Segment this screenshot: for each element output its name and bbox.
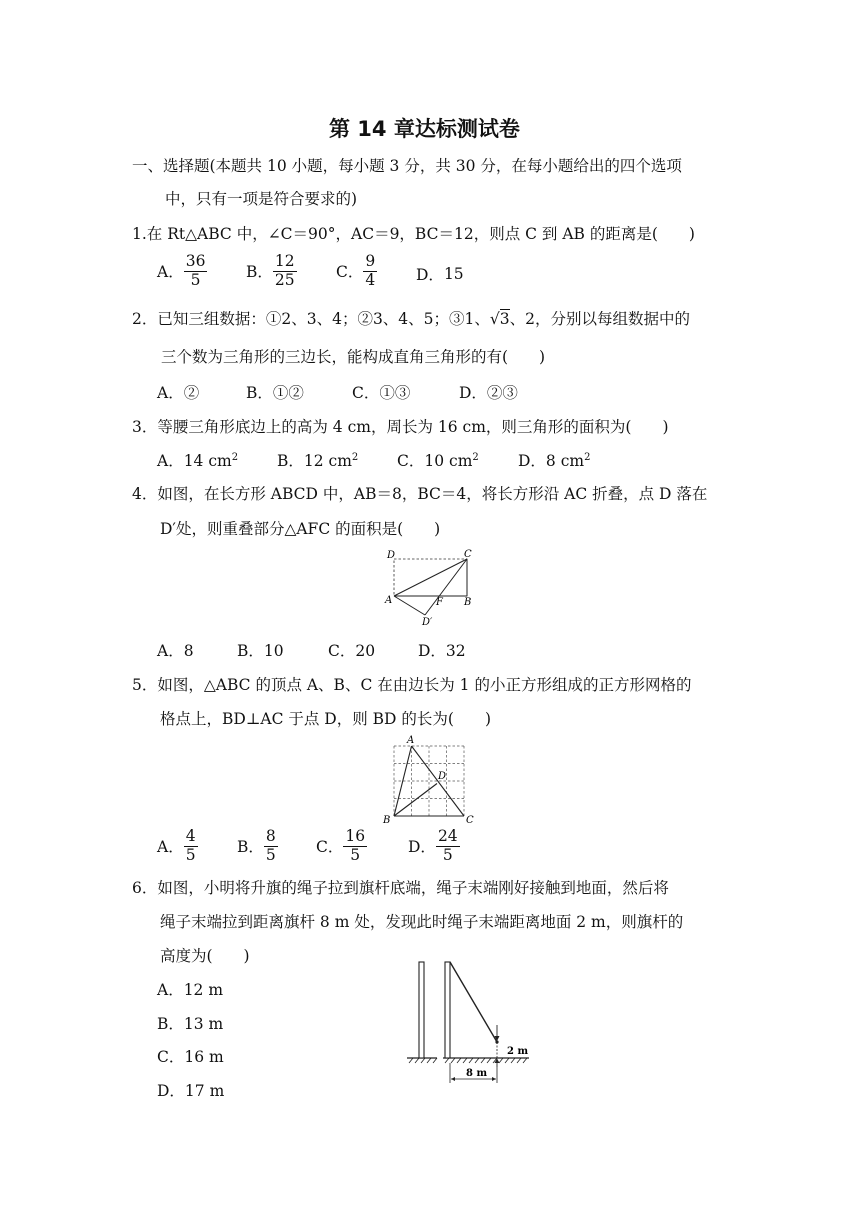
q6-option-b[interactable]: B．13 m bbox=[157, 1015, 224, 1033]
numerator: 16 bbox=[345, 827, 366, 845]
numerator: 9 bbox=[365, 252, 376, 270]
fraction bbox=[184, 253, 208, 290]
fraction bbox=[184, 828, 198, 865]
q4-rectangle-fold-figure bbox=[380, 547, 480, 629]
fraction bbox=[264, 828, 278, 865]
page-title: 第 14 章达标测试卷 bbox=[329, 117, 520, 141]
option-text: C．10 cm bbox=[397, 452, 473, 471]
question-1-stem: 1.在 Rt△ABC 中，∠C＝90°，AC＝9，BC＝12，则点 C 到 AB 的距离是( ) bbox=[132, 225, 695, 243]
label-c: C bbox=[466, 815, 474, 824]
label-d: D bbox=[387, 550, 396, 561]
question-4-line1: 4．如图，在长方形 ABCD 中，AB＝8，BC＝4，将长方形沿 AC 折叠，点 D 落在 bbox=[132, 485, 708, 503]
dimension-arrow-right-icon bbox=[492, 1077, 496, 1081]
q4-option-d[interactable]: D．32 bbox=[418, 642, 466, 660]
superscript: 2 bbox=[231, 452, 239, 463]
denominator: 4 bbox=[365, 270, 376, 289]
q3-option-c[interactable] bbox=[397, 452, 479, 471]
superscript: 2 bbox=[351, 452, 359, 463]
superscript: 2 bbox=[472, 452, 479, 463]
label-8m: 8 m bbox=[466, 1068, 488, 1079]
q1-option-d[interactable] bbox=[416, 263, 464, 285]
option-text: D．8 cm bbox=[518, 452, 585, 471]
q1-option-c[interactable] bbox=[336, 253, 377, 290]
option-label: B． bbox=[237, 838, 264, 857]
option-label: A． bbox=[157, 838, 184, 857]
question-4-line2: D′处，则重叠部分△AFC 的面积是( ) bbox=[160, 520, 441, 538]
fraction bbox=[436, 828, 460, 865]
section-heading-line2: 中，只有一项是符合要求的) bbox=[165, 190, 358, 208]
q2-option-d[interactable]: D．②③ bbox=[459, 384, 518, 402]
question-2-stem bbox=[132, 310, 690, 329]
numerator: 4 bbox=[185, 827, 196, 845]
q3-option-a[interactable] bbox=[157, 452, 238, 471]
denominator: 5 bbox=[190, 270, 201, 289]
q5-option-a[interactable] bbox=[157, 828, 198, 865]
q2-option-b[interactable]: B．①② bbox=[246, 384, 304, 402]
label-f: F bbox=[436, 597, 443, 608]
label-c: C bbox=[464, 549, 472, 560]
q2-option-c[interactable]: C．①③ bbox=[352, 384, 411, 402]
label-a: A bbox=[407, 735, 415, 746]
label-d: D bbox=[438, 771, 447, 782]
question-3-stem: 3．等腰三角形底边上的高为 4 cm，周长为 16 cm，则三角形的面积为( ) bbox=[132, 418, 669, 436]
q3-option-b[interactable] bbox=[277, 452, 358, 471]
q5-grid-figure bbox=[380, 732, 480, 824]
question-6-line1: 6．如图，小明将升旗的绳子拉到旗杆底端，绳子末端刚好接触到地面，然后将 bbox=[132, 879, 669, 897]
option-text: A．14 cm bbox=[157, 452, 232, 471]
ground-hatching bbox=[409, 1058, 527, 1063]
label-b: B bbox=[383, 815, 391, 824]
label-d-prime: D′ bbox=[422, 617, 433, 628]
sqrt-radical-icon: √ bbox=[489, 310, 500, 328]
fraction bbox=[273, 253, 297, 290]
option-label: C． bbox=[336, 263, 364, 282]
left-pole bbox=[419, 962, 424, 1058]
segment-cd-prime bbox=[425, 559, 467, 615]
denominator: 5 bbox=[265, 845, 276, 864]
fraction bbox=[343, 828, 367, 865]
option-label: D． bbox=[416, 266, 444, 284]
q1-option-a[interactable] bbox=[157, 253, 207, 290]
question-2-line2: 三个数为三角形的三边长，能构成直角三角形的有( ) bbox=[161, 348, 546, 366]
denominator: 5 bbox=[442, 845, 453, 864]
q1-option-b[interactable] bbox=[246, 253, 297, 290]
option-label: C． bbox=[316, 838, 344, 857]
q3-option-d[interactable] bbox=[518, 452, 590, 471]
q6-option-c[interactable]: C．16 m bbox=[157, 1048, 224, 1066]
segment-ad-prime bbox=[394, 596, 425, 615]
q2-option-a[interactable]: A．② bbox=[157, 384, 200, 402]
superscript: 2 bbox=[584, 452, 591, 463]
sqrt-radicand: 3 bbox=[499, 310, 510, 328]
q2-stem-part1: 2．已知三组数据：①2、3、4；②3、4、5；③1、 bbox=[132, 310, 490, 328]
q6-flagpole-figure bbox=[405, 955, 545, 1085]
flagpole bbox=[445, 962, 450, 1058]
q4-option-a[interactable]: A．8 bbox=[157, 642, 194, 660]
q6-option-a[interactable]: A．12 m bbox=[157, 981, 224, 999]
question-5-line2: 格点上，BD⊥AC 于点 D，则 BD 的长为( ) bbox=[160, 710, 491, 728]
section-heading-line1: 一、选择题(本题共 10 小题，每小题 3 分，共 30 分，在每小题给出的四个选项 bbox=[132, 157, 682, 175]
q5-option-b[interactable] bbox=[237, 828, 278, 865]
denominator: 25 bbox=[274, 270, 295, 289]
q4-option-b[interactable]: B．10 bbox=[237, 642, 284, 660]
question-6-line3: 高度为( ) bbox=[160, 947, 250, 965]
question-6-line2: 绳子末端拉到距离旗杆 8 m 处，发现此时绳子末端距离地面 2 m，则旗杆的 bbox=[160, 913, 684, 931]
numerator: 36 bbox=[185, 252, 206, 270]
numerator: 8 bbox=[265, 827, 276, 845]
option-label: D． bbox=[408, 838, 436, 857]
fraction bbox=[363, 253, 377, 290]
option-label: A． bbox=[157, 263, 184, 282]
label-b: B bbox=[464, 597, 472, 608]
rope bbox=[450, 962, 497, 1042]
q2-stem-part2: 、2，分别以每组数据中的 bbox=[509, 310, 691, 328]
numerator: 12 bbox=[274, 252, 295, 270]
square-grid bbox=[394, 746, 464, 816]
option-value: 15 bbox=[443, 265, 464, 283]
denominator: 5 bbox=[185, 845, 196, 864]
label-a: A bbox=[385, 595, 393, 606]
label-2m: 2 m bbox=[507, 1046, 529, 1057]
dimension-arrow-left-icon bbox=[451, 1077, 455, 1081]
q4-option-c[interactable]: C．20 bbox=[328, 642, 376, 660]
denominator: 5 bbox=[350, 845, 361, 864]
q5-option-d[interactable] bbox=[408, 828, 460, 865]
q6-option-d[interactable]: D．17 m bbox=[157, 1082, 225, 1100]
segment-ac bbox=[394, 559, 467, 596]
numerator: 24 bbox=[437, 827, 458, 845]
option-text: B．12 cm bbox=[277, 452, 352, 471]
option-label: B． bbox=[246, 263, 273, 282]
question-5-line1: 5．如图，△ABC 的顶点 A、B、C 在由边长为 1 的小正方形组成的正方形网格的 bbox=[132, 676, 692, 694]
q5-option-c[interactable] bbox=[316, 828, 367, 865]
